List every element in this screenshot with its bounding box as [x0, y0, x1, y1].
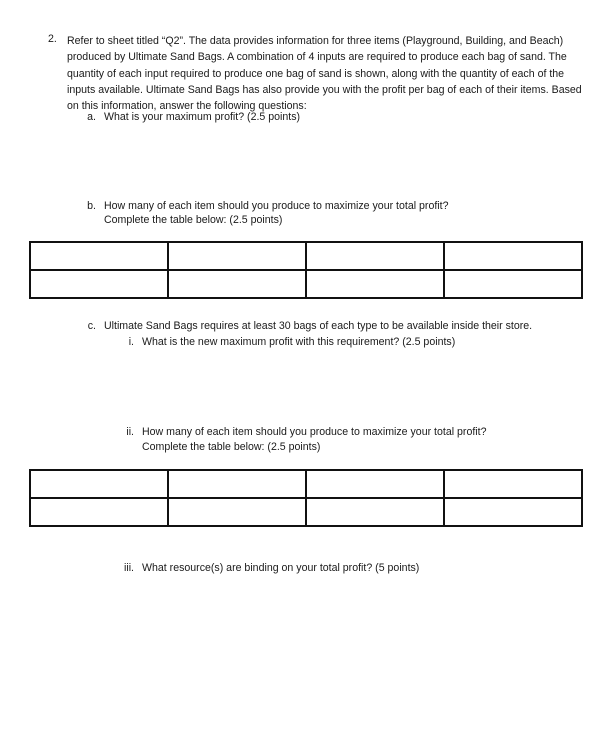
table-row — [30, 498, 582, 526]
table-row — [30, 242, 582, 270]
table-row — [30, 270, 582, 298]
table-cell[interactable] — [444, 470, 582, 498]
table-cell[interactable] — [444, 270, 582, 298]
table-cell[interactable] — [168, 270, 306, 298]
part-c-label: c. — [87, 320, 96, 332]
part-c-ii-line2: Complete the table below: (2.5 points) — [142, 441, 321, 453]
part-c-i-text: What is the new maximum profit with this requirement? (2.5 points) — [142, 336, 456, 348]
part-c-i-label: i. — [128, 336, 134, 348]
part-a-text: What is your maximum profit? (2.5 points) — [104, 111, 301, 123]
table-cell[interactable] — [30, 470, 168, 498]
table-cell[interactable] — [30, 270, 168, 298]
question-number: 2. — [48, 33, 57, 45]
table-cell[interactable] — [444, 498, 582, 526]
part-b-line1: How many of each item should you produce to maximize your total profit? — [104, 200, 449, 212]
part-b-label: b. — [87, 200, 96, 212]
table-cell[interactable] — [30, 498, 168, 526]
answer-table-c-ii — [29, 469, 583, 527]
table-cell[interactable] — [168, 498, 306, 526]
part-c-ii-label: ii. — [126, 426, 134, 438]
part-a-label: a. — [87, 111, 96, 123]
table-row — [30, 470, 582, 498]
table-cell[interactable] — [306, 242, 444, 270]
table-cell[interactable] — [168, 242, 306, 270]
answer-table-b — [29, 241, 583, 299]
part-c-iii-text: What resource(s) are binding on your total profit? (5 points) — [142, 562, 420, 574]
part-c-ii-line1: How many of each item should you produce to maximize your total profit? — [142, 426, 487, 438]
part-c-iii-label: iii. — [123, 562, 134, 574]
question-intro: Refer to sheet titled “Q2”. The data provides information for three items (Playground, Building, and Beach) produced by Ultimate Sand Bags. A combination of 4 inputs are required to produce each bag of sand. The quantity of each input required to produce one bag of sand is shown, along with the quantity of each of the inputs available. Ultimate Sand Bags has also provide you with the profit per bag of each of their items. Based on this information, answer the following questions: — [67, 35, 582, 113]
table-cell[interactable] — [30, 242, 168, 270]
table-cell[interactable] — [306, 498, 444, 526]
table-cell[interactable] — [306, 470, 444, 498]
table-cell[interactable] — [306, 270, 444, 298]
part-c-text: Ultimate Sand Bags requires at least 30 bags of each type to be available inside their store. — [104, 320, 533, 332]
part-b-line2: Complete the table below: (2.5 points) — [104, 214, 283, 226]
table-cell[interactable] — [168, 470, 306, 498]
table-cell[interactable] — [444, 242, 582, 270]
